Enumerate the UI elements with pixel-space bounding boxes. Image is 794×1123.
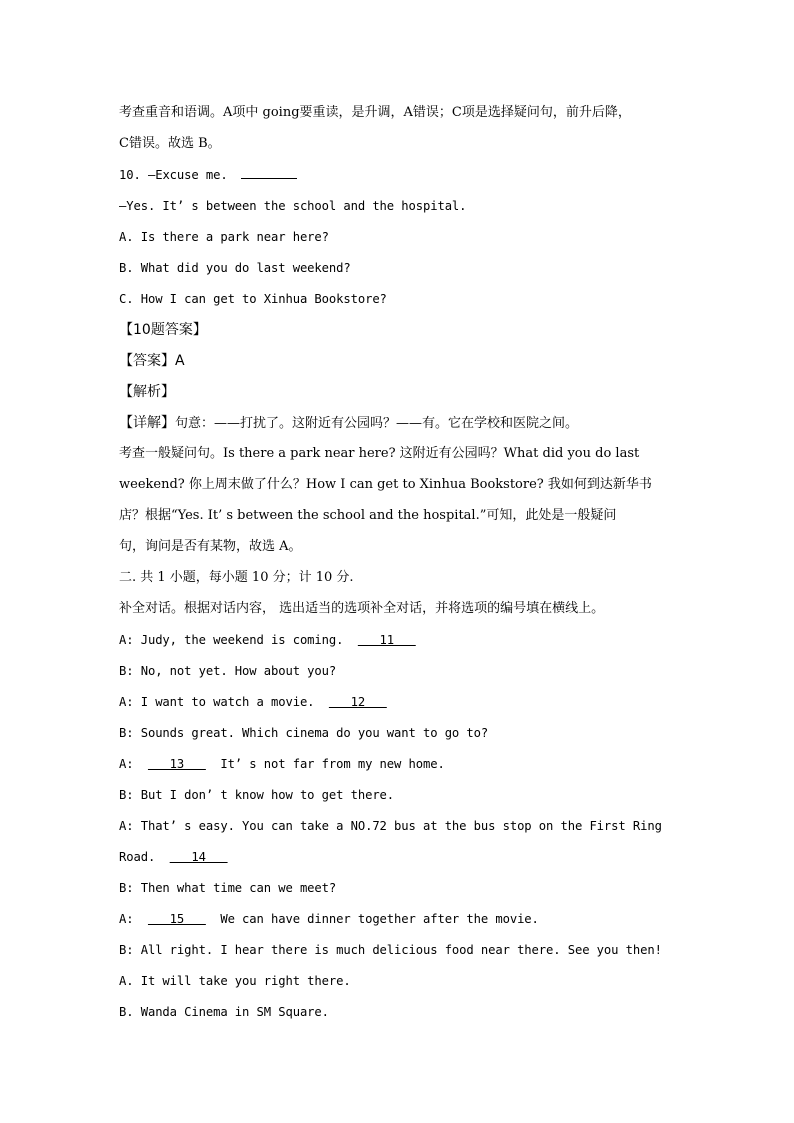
- dialogue-text: It’ s not far from my new home.: [205, 757, 445, 771]
- dialogue-text: A: I want to watch a movie.: [119, 695, 329, 709]
- dialogue-line: [119, 813, 679, 844]
- dialogue-text: Road.: [119, 850, 170, 864]
- dialogue-line: [119, 782, 679, 813]
- dialogue-text: A: Judy, the weekend is coming.: [119, 633, 358, 647]
- blank-14: 14: [169, 850, 228, 864]
- dialogue-line: [119, 906, 679, 937]
- dialogue-text: A: That’ s easy. You can take a NO.72 bus at the bus stop on the First Ring: [119, 819, 662, 833]
- explain-line-3: 店？根据“Yes. It’ s between the school and the hospital.”可知，此处是一般疑问: [119, 508, 617, 523]
- dialogue-line: [119, 937, 679, 968]
- detail-text: 句意：——打扰了。这附近有公园吗？——有。它在学校和医院之间。: [175, 416, 579, 431]
- answer-value: A: [175, 353, 185, 369]
- blank-15: 15: [147, 912, 206, 926]
- blank-13: 13: [147, 757, 206, 771]
- explain-line-1: 考查一般疑问句。Is there a park near here? 这附近有公园吗？What did you do last: [119, 446, 640, 461]
- blank-12: 12: [328, 695, 387, 709]
- choice-b: B. Wanda Cinema in SM Square.: [119, 1005, 329, 1019]
- document-page: [119, 100, 679, 1030]
- option-b: B. What did you do last weekend?: [119, 261, 351, 275]
- answer-label: 【答案】: [119, 353, 175, 369]
- question-10-prompt: [119, 162, 679, 193]
- question-prompt-text: —Excuse me.: [147, 168, 228, 182]
- dialogue-line: [119, 689, 679, 720]
- prev-analysis-line-2: C错误。故选 B。: [119, 136, 221, 151]
- detail-line: [119, 410, 679, 441]
- option-a: A. Is there a park near here?: [119, 230, 329, 244]
- dialogue-line: [119, 658, 679, 689]
- choice-a: A. It will take you right there.: [119, 974, 351, 988]
- question-number: 10.: [119, 168, 141, 182]
- answer-heading: 【10题答案】: [119, 322, 207, 338]
- dialogue-text: A:: [119, 757, 148, 771]
- option-c: C. How I can get to Xinhua Bookstore?: [119, 292, 387, 306]
- section-2-instruction: 补全对话。根据对话内容， 选出适当的选项补全对话，并将选项的编号填在横线上。: [119, 601, 605, 616]
- detail-label: 【详解】: [119, 415, 175, 431]
- blank-11: 11: [357, 633, 416, 647]
- dialogue-line: [119, 720, 679, 751]
- dialogue-text: B: But I don’ t know how to get there.: [119, 788, 395, 802]
- dialogue-text: B: All right. I hear there is much delicious food near there. See you then!: [119, 943, 662, 957]
- dialogue-line: [119, 751, 679, 782]
- explain-line-4: 句，询问是否有某物，故选 A。: [119, 539, 302, 554]
- question-10-response: —Yes. It’ s between the school and the hospital.: [119, 199, 467, 213]
- dialogue-line: [119, 627, 679, 658]
- dialogue-line: [119, 844, 679, 875]
- analysis-label: 【解析】: [119, 384, 175, 400]
- dialogue-text: B: Then what time can we meet?: [119, 881, 337, 895]
- dialogue-line: [119, 875, 679, 906]
- dialogue-text: B: Sounds great. Which cinema do you want to go to?: [119, 726, 489, 740]
- dialogue-text: B: No, not yet. How about you?: [119, 664, 337, 678]
- dialogue-text: A:: [119, 912, 148, 926]
- dialogue-text: We can have dinner together after the movie.: [205, 912, 539, 926]
- answer-line: [119, 348, 679, 379]
- explain-line-2: weekend? 你上周末做了什么？How I can get to Xinhua Bookstore? 我如何到达新华书: [119, 477, 652, 492]
- prev-analysis-line-1: 考查重音和语调。A项中 going要重读，是升调，A错误；C项是选择疑问句，前升后降，: [119, 105, 631, 120]
- answer-blank: [241, 164, 297, 179]
- section-2-heading: 二. 共 1 小题，每小题 10 分；计 10 分.: [119, 570, 354, 585]
